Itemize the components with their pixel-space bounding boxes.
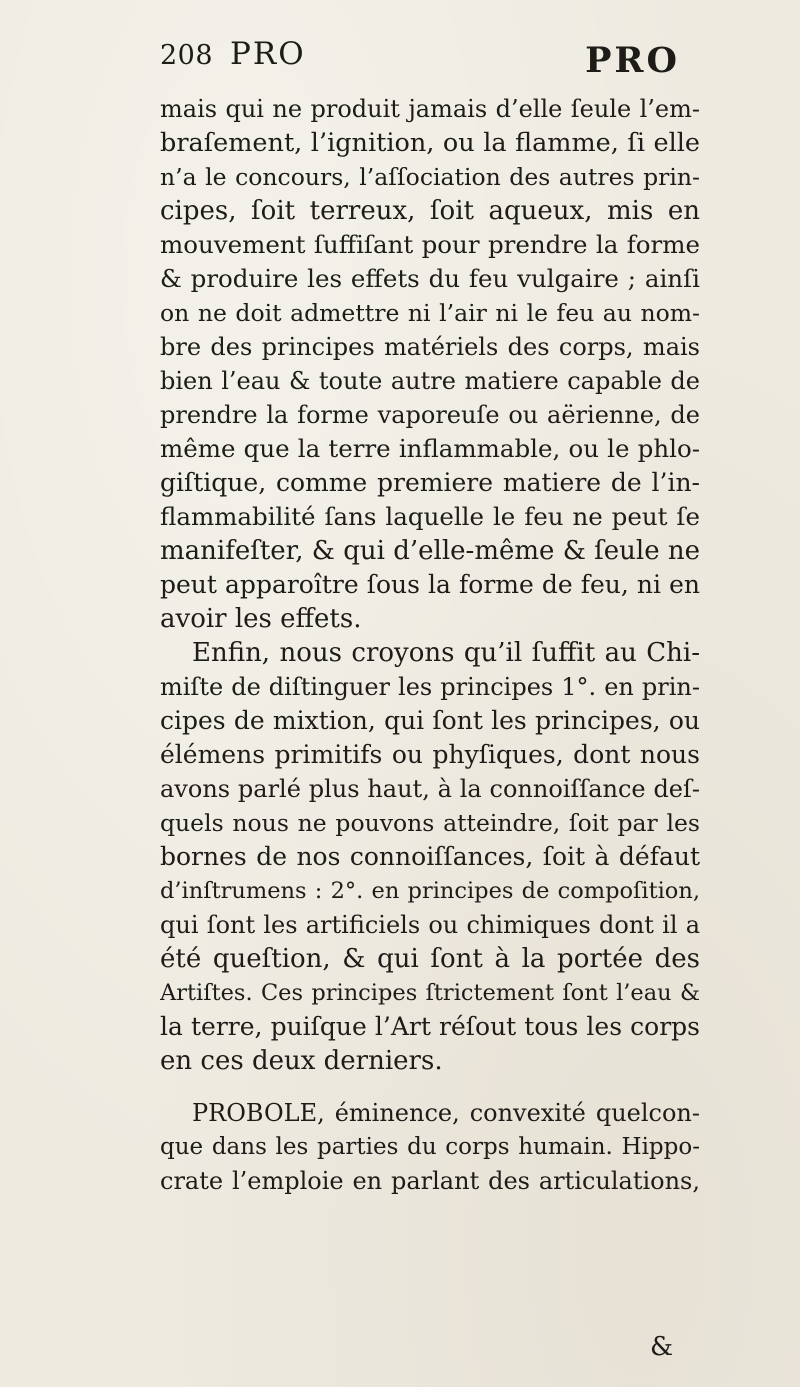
text-line: mouvement ſuffiſant pour prendre la forme [160, 230, 700, 259]
text-line: la terre, puiſque l’Art réſout tous les corps [160, 1012, 700, 1041]
text-line: mais qui ne produit jamais d’elle ſeule l’em- [160, 95, 700, 123]
text-line: on ne doit admettre ni l’air ni le feu au nom- [160, 299, 700, 327]
text-line: cipes, ſoit terreux, ſoit aqueux, mis en [160, 196, 700, 226]
running-head-right: PRO [585, 40, 680, 81]
text-line: élémens primitifs ou phyſiques, dont nous [160, 740, 700, 769]
running-head-left: PRO [230, 36, 306, 72]
text-line: giſtique, comme premiere matiere de l’in- [160, 468, 700, 497]
text-line: avons parlé plus haut, à la connoiſſance deſ- [160, 775, 700, 803]
text-line: même que la terre inflammable, ou le phlo- [160, 434, 700, 463]
text-line: avoir les effets. [160, 604, 362, 634]
catchword: & [650, 1332, 674, 1362]
text-line: cipes de mixtion, qui ſont les principes, ou [160, 706, 700, 735]
paragraph-gap [160, 1078, 700, 1096]
page-number: 208 [160, 40, 214, 71]
text-line: été queſtion, & qui ſont à la portée des [160, 944, 700, 974]
text-line: bien l’eau & toute autre matiere capable de [160, 367, 700, 395]
text-line: bre des principes matériels des corps, mais [160, 333, 700, 361]
text-line: bornes de nos connoiſſances, ſoit à défaut [160, 842, 700, 871]
running-head [160, 36, 680, 84]
text-line: que dans les parties du corps humain. Hippo- [160, 1134, 700, 1160]
text-line: crate l’emploie en parlant des articulations, [160, 1167, 700, 1195]
text-line: PROBOLE, éminence, convexité quelcon- [192, 1099, 700, 1127]
text-line: & produire les effets du feu vulgaire ; ainſi [160, 264, 700, 293]
text-line: braſement, l’ignition, ou la flamme, ſi elle [160, 128, 700, 158]
text-line: en ces deux derniers. [160, 1046, 443, 1076]
body-text [160, 92, 700, 1198]
text-line: flammabilité ſans laquelle le feu ne peut ſe [160, 502, 700, 531]
text-line: qui ſont les artificiels ou chimiques dont il a [160, 911, 700, 939]
text-line: peut apparoître ſous la forme de feu, ni en [160, 570, 700, 599]
text-line: manifeſter, & qui d’elle-même & ſeule ne [160, 536, 700, 566]
text-line: prendre la forme vaporeuſe ou aërienne, de [160, 401, 700, 429]
text-line: d’inſtrumens : 2°. en principes de compoſition, [160, 878, 700, 904]
text-line: Artiſtes. Ces principes ſtrictement ſont l’eau & [160, 980, 700, 1006]
text-line: miſte de diſtinguer les principes 1°. en prin- [160, 673, 700, 701]
text-line: n’a le concours, l’aſſociation des autres prin- [160, 163, 700, 191]
text-line: Enfin, nous croyons qu’il ſuffit au Chi- [192, 638, 700, 668]
text-line: quels nous ne pouvons atteindre, ſoit par les [160, 809, 700, 837]
